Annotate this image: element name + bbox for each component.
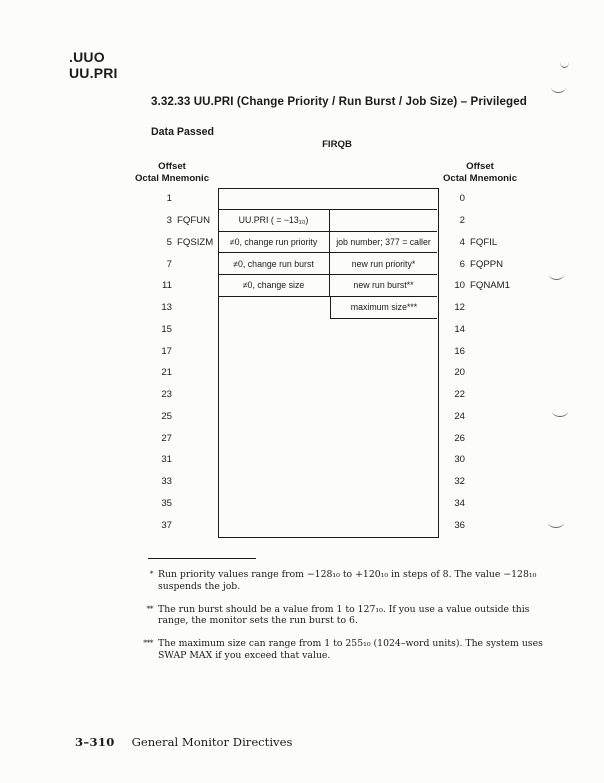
right-offset-mnemonic: FQFIL bbox=[470, 236, 498, 248]
firqb-row bbox=[130, 427, 530, 449]
row-right-label bbox=[437, 210, 517, 232]
row-right-label bbox=[437, 514, 517, 536]
row-left-label bbox=[130, 427, 218, 449]
firqb-row bbox=[130, 232, 530, 254]
firqb-row bbox=[130, 253, 530, 275]
left-offset-octal: 37 bbox=[161, 519, 172, 531]
row-right-label bbox=[437, 340, 517, 362]
right-offset-octal: 10 bbox=[454, 280, 465, 292]
footer-title: General Monitor Directives bbox=[131, 735, 293, 749]
right-offset-octal: 12 bbox=[454, 302, 465, 314]
row-left-label bbox=[130, 384, 218, 406]
firqb-row bbox=[130, 406, 530, 428]
firqb-cell-left bbox=[218, 297, 330, 319]
footnote-marker: ** bbox=[146, 603, 153, 613]
left-offset-octal: 13 bbox=[161, 302, 172, 314]
firqb-cell-right bbox=[330, 406, 437, 428]
right-offset-octal: 34 bbox=[454, 497, 465, 509]
offset-header-left-line2: Octal Mnemonic bbox=[134, 172, 210, 184]
scan-edge-mark bbox=[560, 62, 569, 68]
firqb-cell-left bbox=[218, 319, 330, 341]
row-right-label bbox=[437, 427, 517, 449]
firqb-cell-left bbox=[218, 427, 330, 449]
row-right-label bbox=[437, 188, 517, 210]
right-offset-octal: 20 bbox=[454, 367, 465, 379]
row-left-label bbox=[130, 493, 218, 515]
firqb-cell-right bbox=[330, 449, 437, 471]
left-offset-octal: 27 bbox=[161, 432, 172, 444]
firqb-row bbox=[130, 340, 530, 362]
left-offset-octal: 17 bbox=[161, 345, 172, 357]
row-right-label bbox=[437, 362, 517, 384]
firqb-row bbox=[130, 493, 530, 515]
left-offset-octal: 31 bbox=[161, 454, 172, 466]
data-passed-label: Data Passed bbox=[151, 126, 215, 138]
firqb-table-title: FIRQB bbox=[322, 139, 352, 150]
footnote bbox=[136, 604, 544, 627]
left-offset-octal: 1 bbox=[166, 193, 172, 205]
offset-header-left-line1: Offset bbox=[158, 161, 186, 172]
firqb-row bbox=[130, 362, 530, 384]
left-offset-octal: 25 bbox=[161, 410, 172, 422]
firqb-cell-left bbox=[218, 471, 330, 493]
footer-page-number: 3–310 bbox=[75, 735, 115, 749]
row-right-label bbox=[437, 275, 517, 297]
left-offset-octal: 23 bbox=[161, 389, 172, 401]
row-right-label bbox=[437, 319, 517, 341]
firqb-cell-left: ≠0, change size bbox=[218, 275, 330, 297]
firqb-row bbox=[130, 319, 530, 341]
firqb-cell-left bbox=[218, 362, 330, 384]
row-left-label bbox=[130, 188, 218, 210]
left-offset-mnemonic: FQSIZM bbox=[177, 236, 214, 248]
firqb-cell-right bbox=[330, 319, 437, 341]
row-right-label bbox=[437, 232, 517, 254]
firqb-cell-left: UU.PRI ( = −13₁₀) bbox=[218, 210, 330, 232]
footnote bbox=[136, 638, 544, 661]
row-left-label bbox=[130, 210, 218, 232]
row-left-label bbox=[130, 406, 218, 428]
row-left-label bbox=[130, 514, 218, 536]
left-offset-octal: 21 bbox=[161, 367, 172, 379]
row-left-label bbox=[130, 471, 218, 493]
firqb-row bbox=[130, 275, 530, 297]
firqb-cell-left bbox=[218, 449, 330, 471]
right-offset-octal: 16 bbox=[454, 345, 465, 357]
right-offset-mnemonic: FQPPN bbox=[470, 258, 504, 270]
footnote-text: The run burst should be a value from 1 to 127₁₀. If you use a value outside this range, the monitor sets the run burst to 6. bbox=[158, 603, 530, 627]
footnote-text: Run priority values range from −128₁₀ to +120₁₀ in steps of 8. The value −128₁₀ suspends the job. bbox=[158, 569, 537, 592]
firqb-row bbox=[130, 297, 530, 319]
row-left-label bbox=[130, 449, 218, 471]
firqb-cell-right bbox=[330, 427, 437, 449]
firqb-cell-right: new run burst** bbox=[330, 275, 437, 297]
page-footer bbox=[75, 735, 292, 749]
row-right-label bbox=[437, 406, 517, 428]
firqb-cell-right: maximum size*** bbox=[330, 297, 437, 319]
offset-header-right-line1: Offset bbox=[466, 161, 494, 172]
right-offset-octal: 32 bbox=[454, 476, 465, 488]
firqb-row bbox=[130, 449, 530, 471]
right-offset-octal: 36 bbox=[454, 519, 465, 531]
left-offset-octal: 15 bbox=[161, 323, 172, 335]
masthead-line-uupri: UU.PRI bbox=[69, 65, 118, 81]
row-left-label bbox=[130, 340, 218, 362]
firqb-cell-right: new run priority* bbox=[330, 253, 437, 275]
footnote-text: The maximum size can range from 1 to 255₁₀ (1024–word units). The system uses SWAP MAX if you exceed that value. bbox=[158, 638, 543, 661]
offset-header-right bbox=[440, 161, 520, 184]
scan-edge-mark bbox=[549, 274, 564, 280]
left-offset-octal: 35 bbox=[161, 497, 172, 509]
row-right-label bbox=[437, 471, 517, 493]
firqb-cell-left bbox=[218, 514, 330, 536]
right-offset-octal: 2 bbox=[459, 215, 465, 227]
right-offset-mnemonic: FQNAM1 bbox=[470, 280, 510, 292]
left-offset-octal: 3 bbox=[166, 215, 172, 227]
row-right-label bbox=[437, 493, 517, 515]
firqb-cell-right bbox=[330, 340, 437, 362]
firqb-cell-right bbox=[330, 384, 437, 406]
firqb-cell-left bbox=[218, 493, 330, 515]
firqb-cell-right bbox=[330, 514, 437, 536]
firqb-cell-left bbox=[218, 340, 330, 362]
row-right-label bbox=[437, 297, 517, 319]
right-offset-octal: 24 bbox=[454, 410, 465, 422]
row-left-label bbox=[130, 232, 218, 254]
left-offset-octal: 11 bbox=[162, 280, 172, 292]
footnote-rule bbox=[148, 558, 256, 559]
firqb-cell-left bbox=[218, 384, 330, 406]
footnotes bbox=[136, 569, 544, 673]
row-right-label bbox=[437, 253, 517, 275]
offset-header-right-line2: Octal Mnemonic bbox=[442, 172, 518, 184]
firqb-row bbox=[130, 514, 530, 536]
row-right-label bbox=[437, 384, 517, 406]
right-offset-octal: 26 bbox=[454, 432, 465, 444]
firqb-row bbox=[130, 210, 530, 232]
firqb-cell-left: ≠0, change run burst bbox=[218, 253, 330, 275]
firqb-cell-right bbox=[330, 493, 437, 515]
scan-edge-mark bbox=[552, 411, 568, 417]
row-left-label bbox=[130, 275, 218, 297]
firqb-cell-right bbox=[330, 471, 437, 493]
masthead bbox=[69, 49, 118, 81]
right-offset-octal: 30 bbox=[454, 454, 465, 466]
left-offset-octal: 33 bbox=[161, 476, 172, 488]
offset-header-left bbox=[132, 161, 212, 184]
right-offset-octal: 4 bbox=[459, 236, 465, 248]
right-offset-octal: 0 bbox=[459, 193, 465, 205]
row-right-label bbox=[437, 449, 517, 471]
firqb-row bbox=[130, 188, 530, 210]
scan-edge-mark bbox=[551, 87, 566, 93]
masthead-line-uuo: .UUO bbox=[69, 49, 105, 65]
row-left-label bbox=[130, 297, 218, 319]
firqb-cell-right: job number; 377 = caller bbox=[330, 232, 437, 254]
firqb-cell-left bbox=[218, 406, 330, 428]
firqb-table bbox=[130, 188, 530, 536]
row-left-label bbox=[130, 362, 218, 384]
firqb-cell-right bbox=[330, 210, 437, 232]
scan-edge-mark bbox=[548, 522, 564, 528]
left-offset-mnemonic: FQFUN bbox=[177, 215, 211, 227]
firqb-cell-left: ≠0, change run priority bbox=[218, 232, 330, 254]
firqb-row bbox=[130, 471, 530, 493]
footnote bbox=[136, 569, 544, 592]
section-heading: 3.32.33 UU.PRI (Change Priority / Run Burst / Job Size) – Privileged bbox=[151, 95, 527, 108]
left-offset-octal: 5 bbox=[166, 236, 172, 248]
firqb-row bbox=[130, 384, 530, 406]
footnote-marker: *** bbox=[143, 638, 153, 648]
firqb-cell-left bbox=[218, 188, 330, 210]
firqb-cell-right bbox=[330, 362, 437, 384]
footnote-marker: * bbox=[149, 569, 153, 578]
right-offset-octal: 6 bbox=[459, 258, 465, 270]
right-offset-octal: 22 bbox=[454, 389, 465, 401]
row-left-label bbox=[130, 253, 218, 275]
right-offset-octal: 14 bbox=[454, 323, 465, 335]
row-left-label bbox=[130, 319, 218, 341]
firqb-cell-right bbox=[330, 188, 437, 210]
left-offset-octal: 7 bbox=[166, 258, 172, 270]
